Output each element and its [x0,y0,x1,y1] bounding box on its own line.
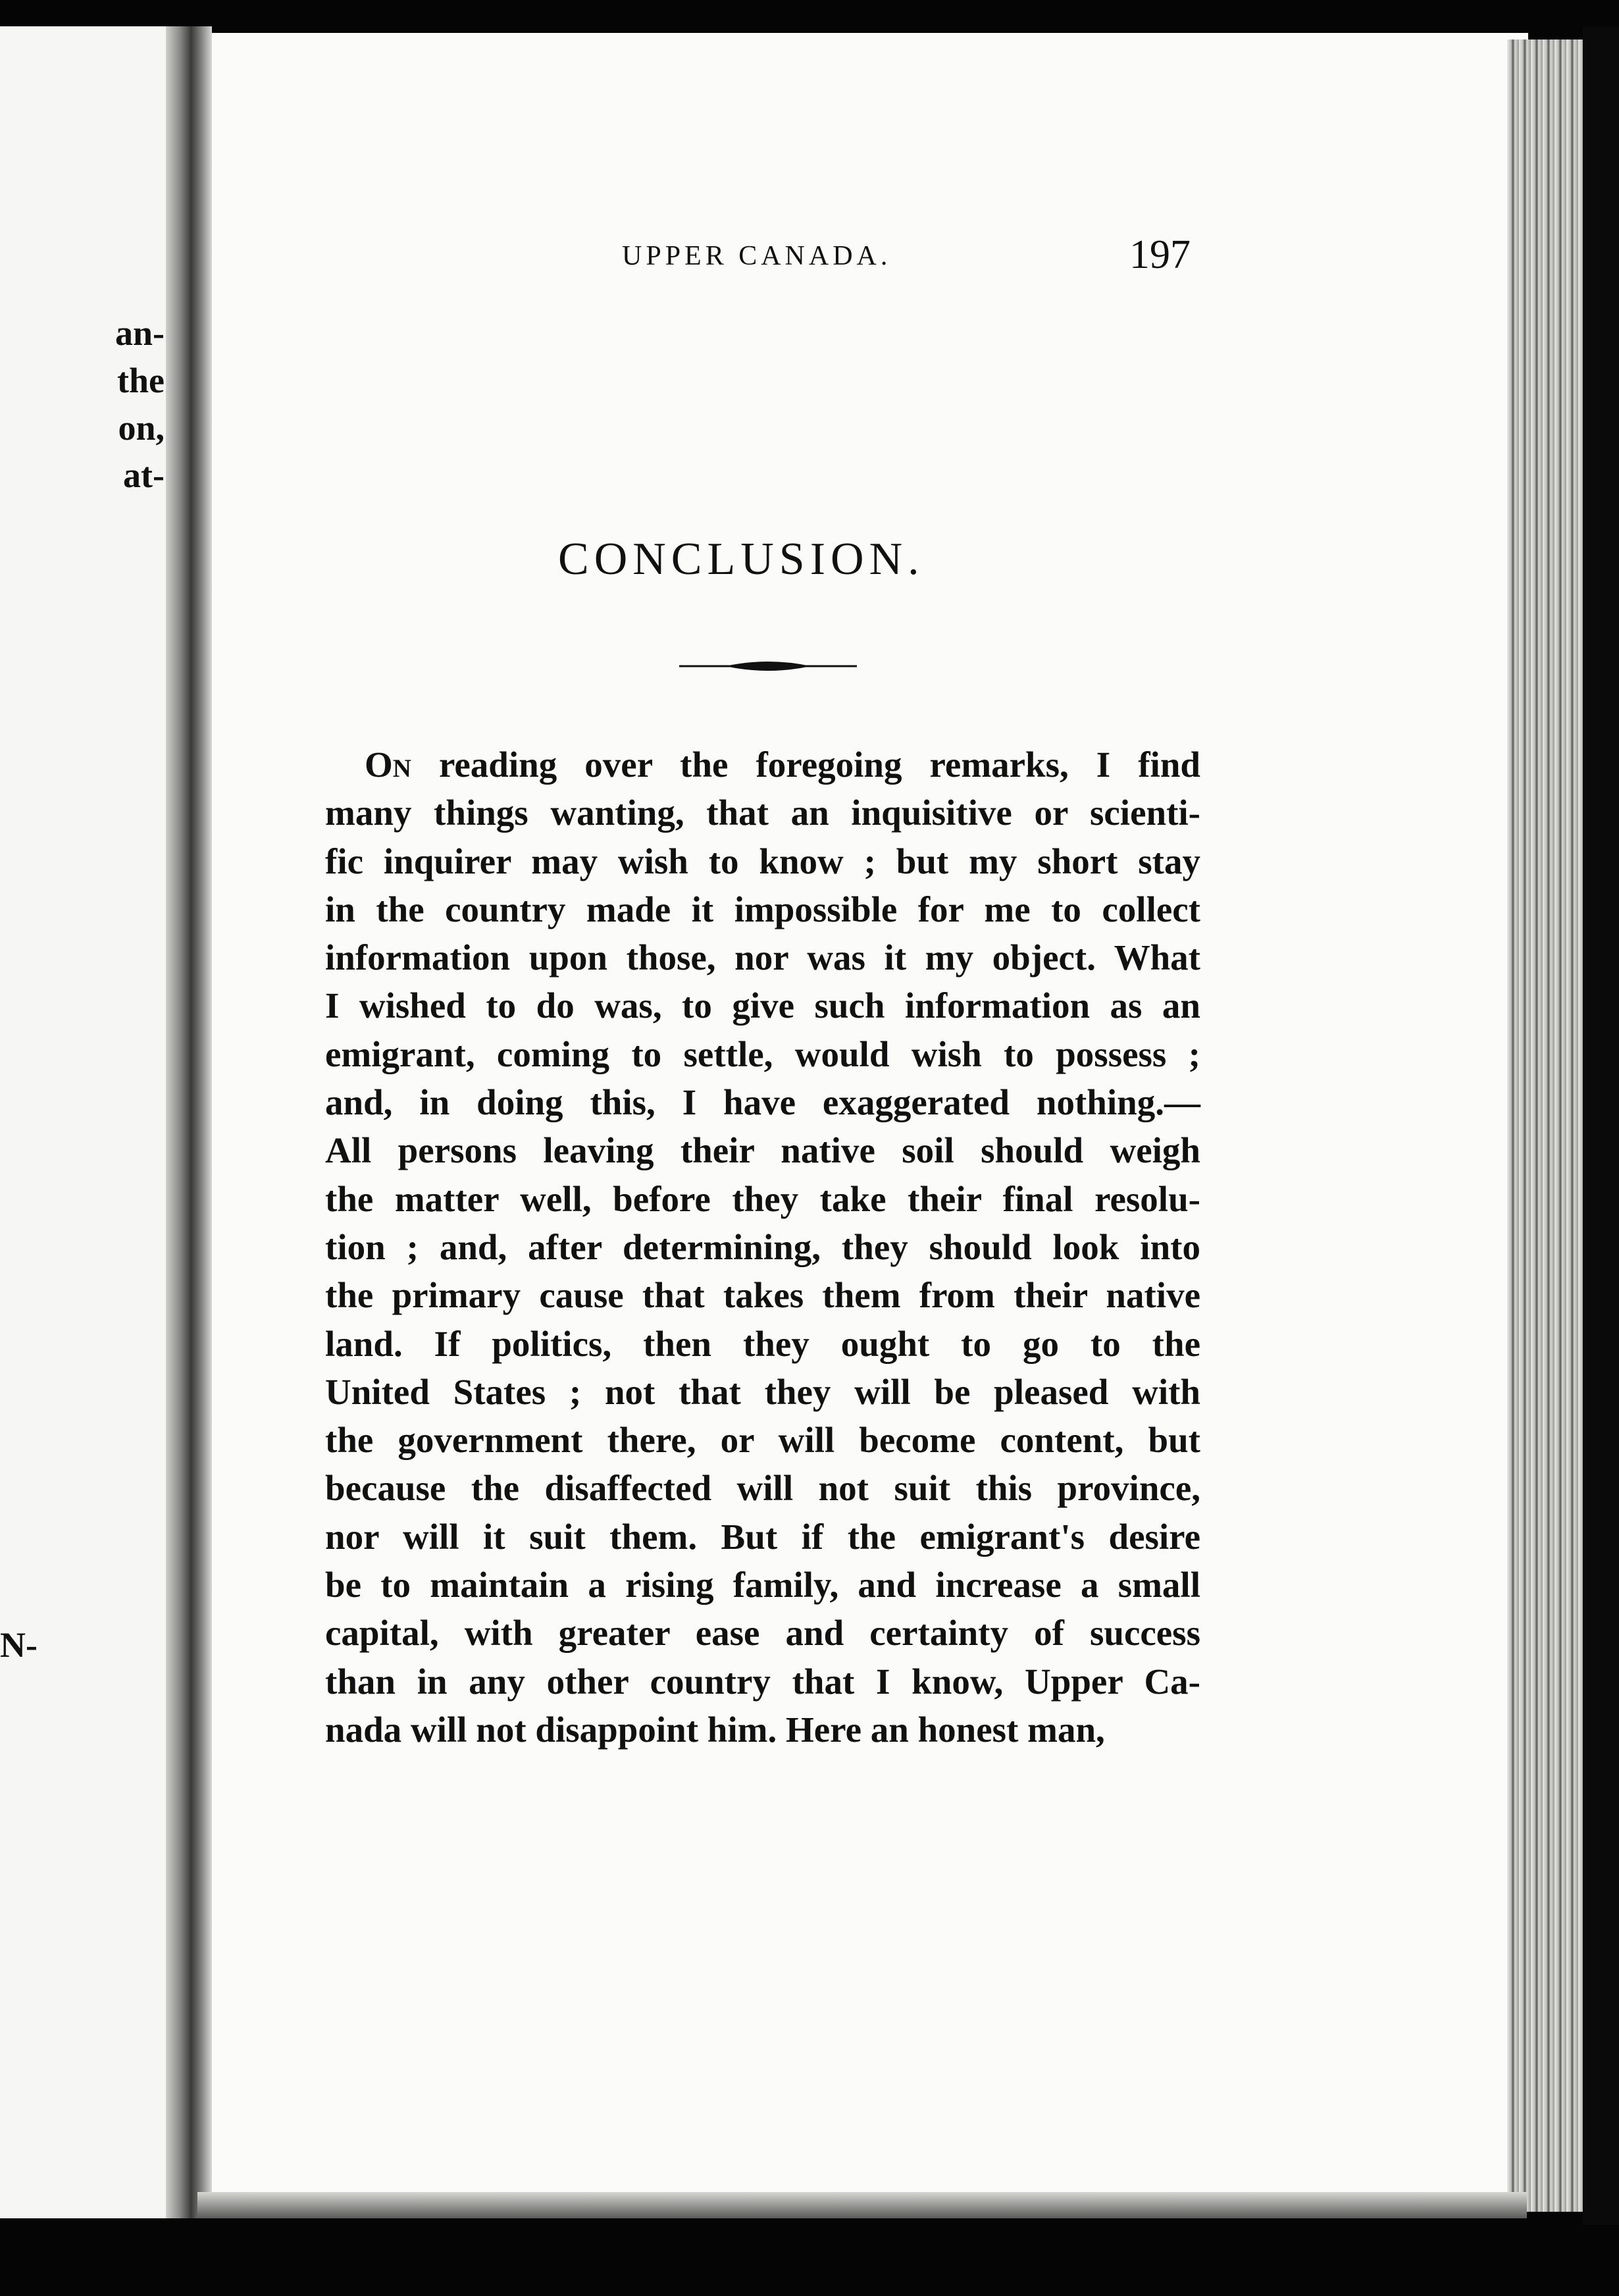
body-line: than in any other country that I know, Upper Ca- [325,1661,1200,1702]
previous-page-text [0,309,165,499]
body-line: tion ; and, after determining, they should look into [325,1226,1200,1267]
body-line [325,741,1200,789]
body-line: United States ; not that they will be pleased with [325,1371,1200,1412]
body-line: All persons leaving their native soil should weigh [325,1130,1200,1171]
body-line: many things wanting, that an inquisitive or scienti- [325,793,1200,833]
body-line: the primary cause that takes them from their native [325,1275,1200,1316]
opening-word: On [365,744,411,785]
scan-border-right [1583,26,1619,2225]
body-line: the government there, or will become content, but [325,1420,1200,1461]
body-line: and, in doing this, I have exaggerated nothing.— [325,1082,1200,1123]
body-line: the matter well, before they take their final resolu- [325,1178,1200,1219]
body-line: in the country made it impossible for me to collect [325,889,1200,929]
body-line: I wished to do was, to give such information as an [325,985,1200,1026]
previous-page-line: on, [118,408,165,448]
page-number: 197 [1129,232,1191,277]
body-line: fic inquirer may wish to know ; but my short stay [325,841,1200,881]
body-text [325,741,1200,1754]
previous-page-line: an- [115,313,165,353]
chapter-title: CONCLUSION. [558,534,925,585]
running-head: UPPER CANADA. [622,241,892,271]
body-line: emigrant, coming to settle, would wish to possess ; [325,1033,1200,1074]
previous-page-line: the [117,361,165,400]
body-line: land. If politics, then they ought to go to the [325,1323,1200,1364]
body-line: because the disaffected will not suit this province, [325,1468,1200,1509]
rule-ornament-icon [679,654,857,678]
book-gutter [166,26,212,2218]
body-line: nor will it suit them. But if the emigrant's desire [325,1516,1200,1557]
body-line-text: reading over the foregoing remarks, I find [411,744,1200,785]
previous-page-line: at- [123,456,165,495]
page-fore-edge [1507,39,1586,2212]
body-line: be to maintain a rising family, and increase a small [325,1565,1200,1605]
body-line: capital, with greater ease and certainty of success [325,1613,1200,1654]
page-bottom-edge [197,2192,1527,2218]
body-line: nada will not disappoint him. Here an honest man, [325,1709,1105,1750]
body-line: information upon those, nor was it my object. What [325,937,1200,978]
previous-page-lower-line: N- [0,1625,38,1665]
